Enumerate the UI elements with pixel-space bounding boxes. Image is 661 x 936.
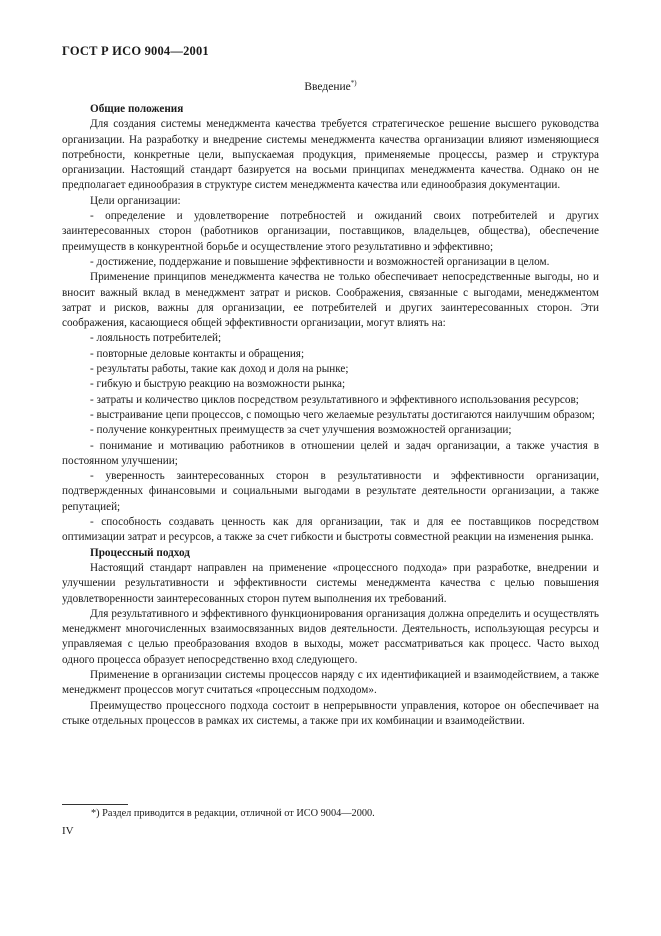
paragraph: - определение и удовлетворение потребностей и ожиданий своих потребителей и других заинтересованных сторон (работников организации, поставщиков, владельцев, общества), обеспечение преимуществ в конкурентной борьбе и осуществление этого результативно и эффективно; [62,210,599,253]
section-title-text: Введение [304,80,351,93]
paragraph: - затраты и количество циклов посредством результативного и эффективного использования ресурсов; [90,393,579,406]
paragraph: - достижение, поддержание и повышение эффективности и возможностей организации в целом. [90,255,550,268]
page-number: IV [62,825,74,837]
paragraph: Настоящий стандарт направлен на применение «процессного подхода» при разработке, внедрении и улучшении результативности и эффективности системы менеджмента качества с целью повышения удовлетворенности заинтересованных сторон путем выполнения их требований. [62,561,599,605]
paragraph: - уверенность заинтересованных сторон в результативности и эффективности организации, подтвержденных финансовыми и социальными выгодами в результате деятельности организации, а также репутацией; [62,470,599,513]
paragraph: Применение принципов менеджмента качества не только обеспечивает непосредственные выгоды, но и вносит важный вклад в менеджмент затрат и рисков. Соображения, связанные с выгодами, менеджментом затрат и рисков, важны для организации, ее потребителей и других заинтересованных сторон. Эти соображения, касающиеся общей эффективности организации, могут влиять на: [62,271,599,330]
section-title [0,79,661,93]
paragraph: Для создания системы менеджмента качества требуется стратегическое решение высшего руководства организации. На разработку и внедрение системы менеджмента качества организации влияют изменяющиеся потребности, конкретные цели, выпускаемая продукция, применяемые процессы, размер и структура организации. Настоящий стандарт базируется на восьми принципах менеджмента качества. Однако он не предполагает единообразия в структуре систем менеджмента качества или единообразия документации. [62,118,599,192]
paragraph: - способность создавать ценность как для организации, так и для ее поставщиков посредством оптимизации затрат и ресурсов, а также за счет гибкости и быстроты совместной реакции на изменения рынка. [62,516,599,544]
body-text [62,102,599,729]
paragraph: Преимущество процессного подхода состоит в непрерывности управления, которое он обеспечивает на стыке отдельных процессов в рамках их системы, а также при их комбинации и взаимодействии. [62,699,599,727]
paragraph: - выстраивание цепи процессов, с помощью чего желаемые результаты достигаются наилучшим образом; [90,408,595,421]
section-heading: Общие положения [90,103,184,115]
paragraph: Цели организации: [90,194,181,207]
paragraph: - получение конкурентных преимуществ за счет улучшения возможностей организации; [90,424,512,437]
paragraph: - гибкую и быструю реакцию на возможности рынка; [90,378,346,391]
footnote-rule [62,804,128,805]
standard-header: ГОСТ Р ИСО 9004—2001 [62,44,209,58]
paragraph: - лояльность потребителей; [90,332,222,345]
paragraph: - результаты работы, такие как доход и доля на рынке; [90,363,349,376]
section-heading: Процессный подход [90,546,190,559]
footnote: *) Раздел приводится в редакции, отличной от ИСО 9004—2000. [91,808,375,819]
paragraph: Применение в организации системы процессов наряду с их идентификацией и взаимодействием, а также менеджмент процессов могут считаться «процессным подходом». [62,668,599,697]
paragraph: Для результативного и эффективного функционирования организация должна определить и осуществлять менеджмент многочисленных взаимосвязанных видов деятельности. Деятельность, использующая ресурсы и управляемая с целью преобразования входов в выходы, может рассматриваться как процесс. Часто выход одного процесса образует непосредственно вход следующего. [62,607,599,666]
paragraph: - понимание и мотивацию работников в отношении целей и задач организации, а также участия в постоянном улучшении; [62,439,599,467]
paragraph: - повторные деловые контакты и обращения; [90,347,305,360]
footnote-mark: *) [350,79,357,87]
